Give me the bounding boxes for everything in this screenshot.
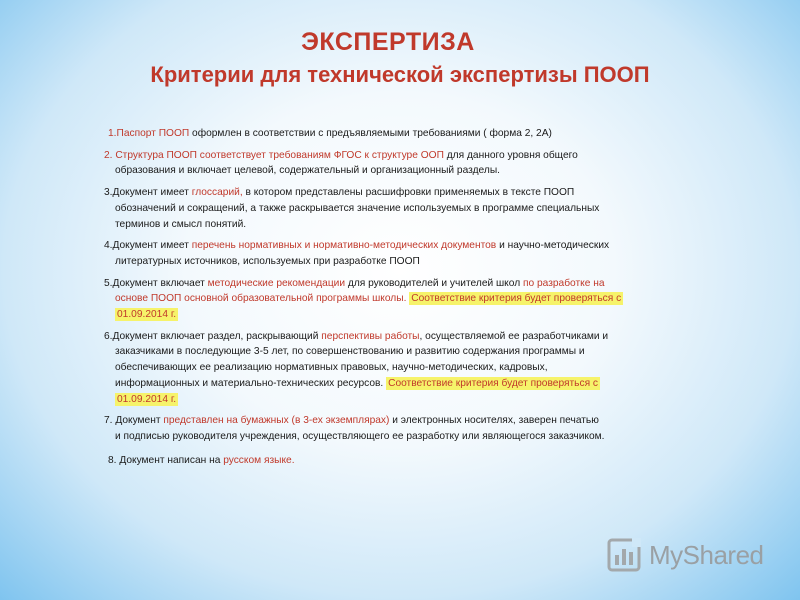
check-date: 01.09.2014 г. (117, 393, 177, 405)
criterion-lead: 4.Документ имеет (104, 240, 192, 252)
criterion-text: литературных источников, используемых при разработке ПООП (115, 255, 420, 267)
criterion-text: и электронных носителях, заверен печатью (389, 415, 599, 427)
criterion-7 (104, 413, 724, 444)
criterion-text: , осуществляемой ее разработчиками и (419, 330, 609, 342)
criterion-5 (104, 276, 724, 323)
criterion-text: информационных и материально-технических ресурсов. (115, 377, 387, 389)
criterion-text: обеспечивающих ее реализацию нормативных правовых, научно-методических, кадровых, (115, 362, 548, 374)
criterion-keyword: перспективы работы (321, 330, 420, 342)
criterion-1 (104, 126, 724, 142)
criterion-text: обозначений и сокращений, а также раскрывается значение используемых в программе специальных (115, 202, 600, 214)
criterion-text: оформлен в соответствии с предъявляемыми требованиями ( форма 2, 2А) (189, 128, 552, 139)
criterion-text: терминов и смысл понятий. (115, 218, 247, 230)
criterion-4 (104, 238, 724, 269)
criterion-line (104, 291, 724, 307)
criterion-text: образования и включает целевой, содержательный и организационный разделы. (115, 165, 500, 177)
criterion-6 (104, 329, 724, 408)
criterion-text: для данного уровня общего (443, 149, 578, 161)
criterion-line (104, 307, 724, 323)
criterion-text: заказчиками в последующие 3-5 лет, по совершенствованию и развитию содержания программы и (115, 346, 585, 358)
criterion-lead: 5.Документ включает (104, 277, 208, 289)
check-date: 01.09.2014 г. (117, 309, 177, 321)
criterion-keyword: представлен на бумажных (в 3-ех экземплярах) (163, 415, 390, 427)
criterion-lead: 2. Структура ПООП соответствует требованиям ФГОС к структуре ООП (104, 149, 444, 161)
criterion-line (104, 392, 724, 408)
criteria-list (104, 126, 724, 474)
myshared-logo[interactable] (607, 535, 764, 575)
logo-text: MyShared (649, 539, 764, 570)
slide-title: ЭКСПЕРТИЗА (301, 28, 475, 56)
criterion-keyword: основе ПООП основной образовательной программы школы. (115, 293, 407, 305)
criterion-lead: 6.Документ включает раздел, раскрывающий (104, 330, 322, 342)
criterion-3 (104, 185, 724, 232)
criterion-keyword: русском языке. (223, 454, 295, 466)
criterion-8 (104, 453, 724, 469)
criterion-lead: 8. Документ написан на (108, 454, 224, 466)
criterion-text: в котором представлены расшифровки применяемых в тексте ПООП (242, 187, 575, 199)
check-date-note: Соответствие критерия будет проверяться с (388, 377, 599, 389)
bar-chart-icon (607, 538, 641, 572)
check-date-note: Соответствие критерия будет проверяться с (411, 293, 622, 305)
criterion-lead: 3.Документ имеет (104, 187, 192, 199)
criterion-lead: 7. Документ (104, 415, 164, 427)
criterion-text: и подписью руководителя учреждения, осуществляющего ее разработку или являющегося заказчиком. (115, 430, 605, 442)
criterion-2 (104, 148, 724, 179)
criterion-keyword: перечень нормативных и нормативно-методических документов (191, 240, 497, 252)
criterion-text: и научно-методических (496, 240, 610, 252)
criterion-lead: 1.Паспорт ПООП (108, 128, 190, 139)
criterion-keyword: глоссарий, (191, 187, 243, 199)
criterion-keyword: по разработке на (522, 277, 605, 289)
criterion-keyword: методические рекомендации (207, 277, 346, 289)
slide-subtitle: Критерии для технической экспертизы ПООП (150, 62, 650, 87)
criterion-line (104, 376, 724, 392)
criterion-text: для руководителей и учителей школ (345, 277, 523, 289)
